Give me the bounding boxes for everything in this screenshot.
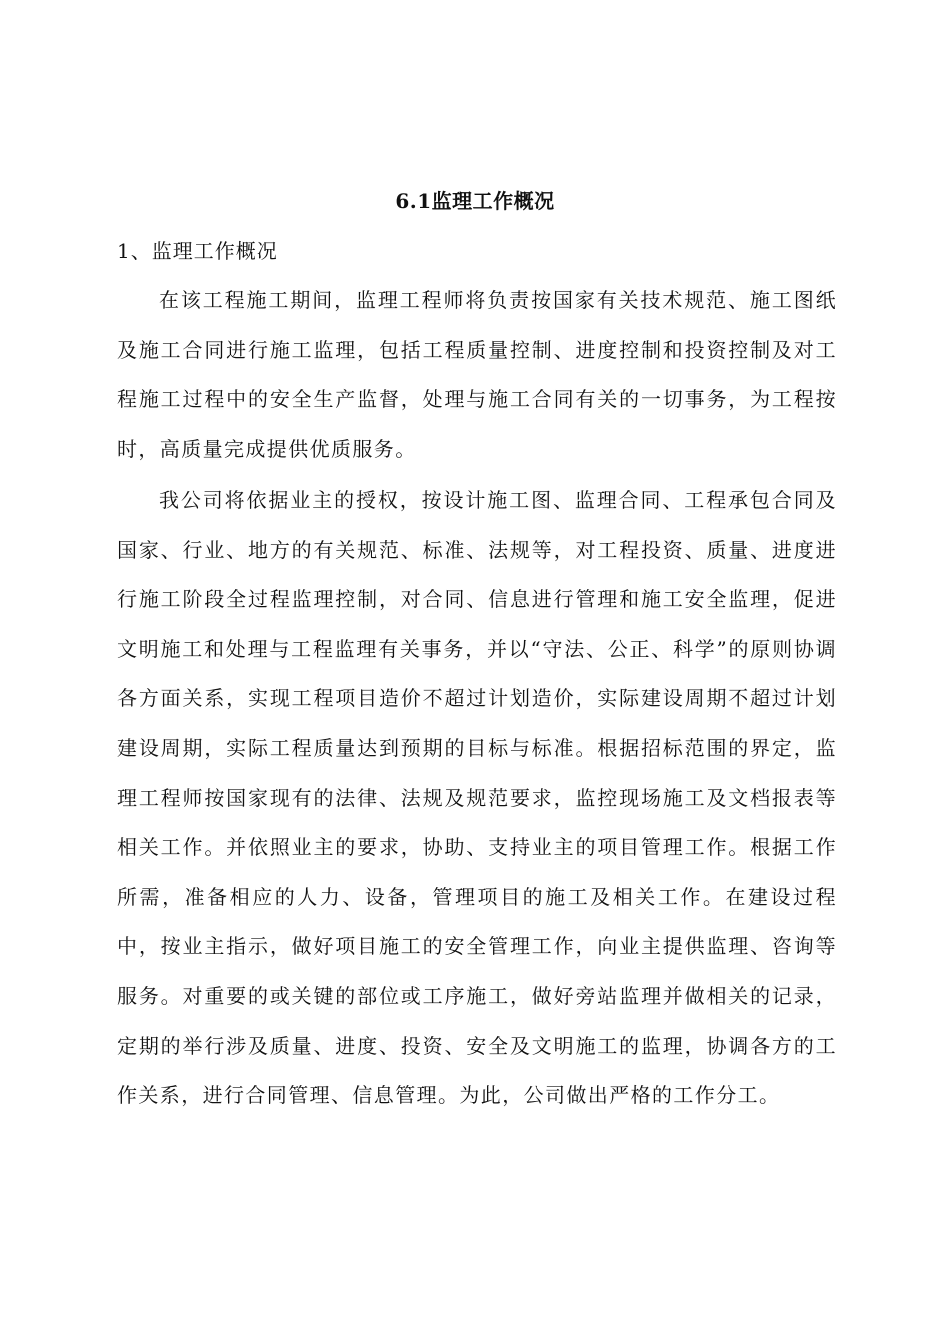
section-heading: 1、监理工作概况 xyxy=(117,239,278,263)
page-title: 6.1监理工作概况 xyxy=(395,189,555,213)
paragraph-1: 在该工程施工期间，监理工程师将负责按国家有关技术规范、施工图纸及施工合同进行施工监理，包括工程质量控制、进度控制和投资控制及对工程施工过程中的安全生产监督，处理与施工合同有关的一切事务，为工程按时，高质量完成提供优质服务。 xyxy=(117,288,837,461)
paragraph-2: 我公司将依据业主的授权，按设计施工图、监理合同、工程承包合同及国家、行业、地方的有关规范、标准、法规等，对工程投资、质量、进度进行施工阶段全过程监理控制，对合同、信息进行管理和施工安全监理，促进文明施工和处理与工程监理有关事务，并以“守法、公正、科学”的原则协调各方面关系，实现工程项目造价不超过计划造价，实际建设周期不超过计划建设周期，实际工程质量达到预期的目标与标准。根据招标范围的界定，监理工程师按国家现有的法律、法规及规范要求，监控现场施工及文档报表等相关工作。并依照业主的要求，协助、支持业主的项目管理工作。根据工作所需，准备相应的人力、设备，管理项目的施工及相关工作。在建设过程中，按业主指示，做好项目施工的安全管理工作，向业主提供监理、咨询等服务。对重要的或关键的部位或工序施工，做好旁站监理并做相关的记录，定期的举行涉及质量、进度、投资、安全及文明施工的监理，协调各方的工作关系，进行合同管理、信息管理。为此，公司做出严格的工作分工。 xyxy=(117,488,837,1108)
